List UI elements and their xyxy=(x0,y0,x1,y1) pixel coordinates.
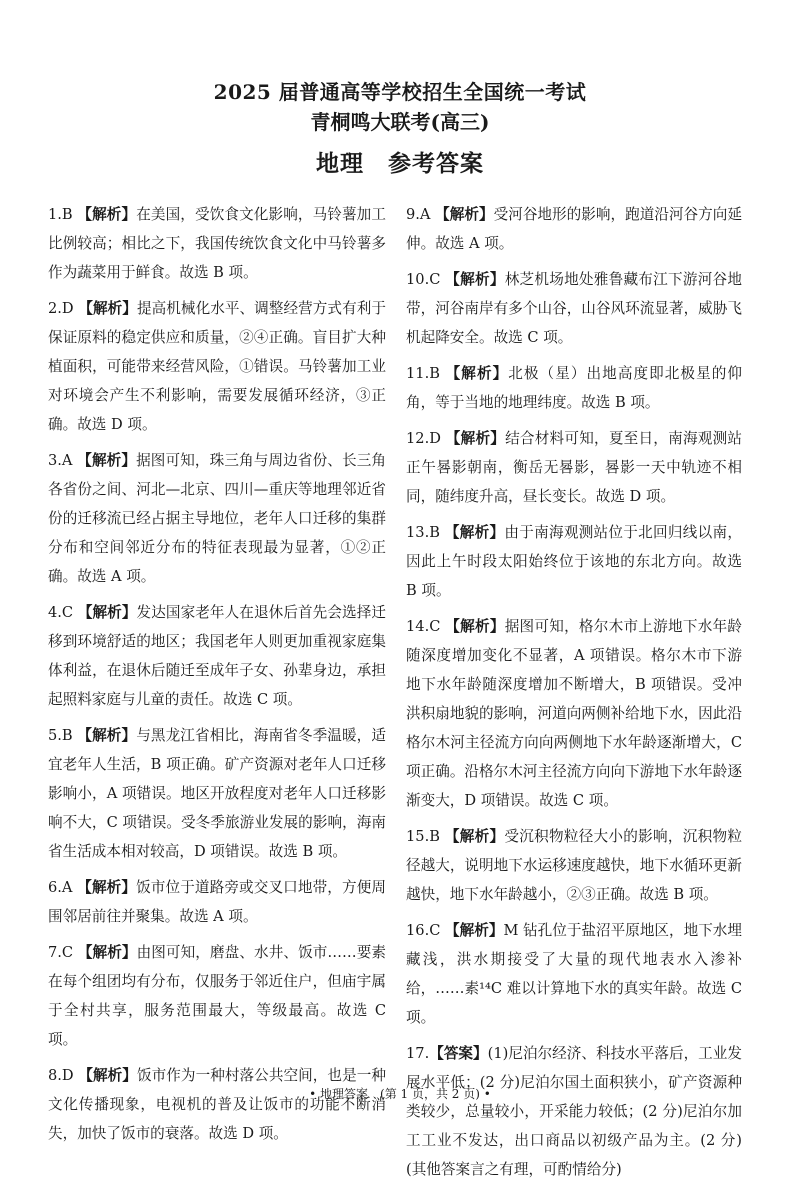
answer-item xyxy=(48,1061,386,1148)
question-number: 7.C xyxy=(48,944,74,961)
question-number: 17. xyxy=(406,1045,430,1062)
question-number: 5.B xyxy=(48,727,73,744)
answer-text: 据图可知，珠三角与周边省份、长三角各省份之间、河北—北京、四川—重庆等地理邻近省份的迁移流已经占据主导地位，老年人口迁移的集群分布和空间邻近分布的特征表现最为显著，①②正确。故选 A 项。 xyxy=(48,452,386,585)
answer-text: 结合材料可知，夏至日，南海观测站正午晷影朝南，衡岳无晷影，晷影一天中轨迹不相同，随纬度升高，昼长变长。故选 D 项。 xyxy=(406,430,742,505)
exam-title: 2025 届普通高等学校招生全国统一考试 xyxy=(213,80,587,104)
answer-item xyxy=(48,873,386,931)
page-footer: • 地理答案 (第 1 页，共 2 页) • xyxy=(309,1087,491,1101)
answer-text: 由图可知，磨盘、水井、饭市……要素在每个组团均有分布，仅服务于邻近住户，但庙宇属于全村共享，服务范围最大，等级最高。故选 C 项。 xyxy=(48,944,386,1048)
analysis-tag: 【解析】 xyxy=(445,922,504,939)
answer-tag: 【答案】 xyxy=(429,1045,488,1062)
analysis-tag: 【解析】 xyxy=(78,1067,137,1084)
analysis-tag: 【解析】 xyxy=(77,727,137,744)
analysis-tag: 【解析】 xyxy=(445,618,505,635)
answer-item xyxy=(48,294,386,439)
question-number: 14.C xyxy=(406,618,441,635)
answer-item xyxy=(406,1039,742,1184)
answer-text: (1)尼泊尔经济、科技水平落后，工业发展水平低；(2 分)尼泊尔国土面积狭小，矿产资源种类较少，总量较小，开采能力较低；(2 分)尼泊尔加工工业不发达，出口商品以初级产品为主。(2 分)(其他答案言之有理，可酌情给分) xyxy=(406,1045,742,1178)
answer-item xyxy=(48,200,386,287)
answer-item xyxy=(48,938,386,1054)
answer-text: 由于南海观测站位于北回归线以南，因此上午时段太阳始终位于该地的东北方向。故选 B 项。 xyxy=(406,524,742,599)
answer-text: 林芝机场地处雅鲁藏布江下游河谷地带，河谷南岸有多个山谷，山谷风环流显著，威胁飞机起降安全。故选 C 项。 xyxy=(406,271,742,346)
analysis-tag: 【解析】 xyxy=(77,604,137,621)
answer-item xyxy=(406,359,742,417)
answer-item xyxy=(406,424,742,511)
analysis-tag: 【解析】 xyxy=(435,206,494,223)
analysis-tag: 【解析】 xyxy=(444,828,505,845)
answer-text: 受沉积物粒径大小的影响，沉积物粒径越大，说明地下水运移速度越快，地下水循环更新越快，地下水年龄越小，②③正确。故选 B 项。 xyxy=(406,828,742,903)
answer-text: 受河谷地形的影响，跑道沿河谷方向延伸。故选 A 项。 xyxy=(406,206,742,252)
question-number: 8.D xyxy=(48,1067,74,1084)
answer-item xyxy=(48,598,386,714)
answer-text: 饭市位于道路旁或交叉口地带，方便周围邻居前往并聚集。故选 A 项。 xyxy=(48,879,386,925)
question-number: 4.C xyxy=(48,604,74,621)
answer-text: M 钻孔位于盐沼平原地区，地下水埋藏浅，洪水期接受了大量的现代地表水入渗补给，……素¹⁴C 难以计算地下水的真实年龄。故选 C 项。 xyxy=(406,922,743,1026)
question-number: 9.A xyxy=(406,206,431,223)
analysis-tag: 【解析】 xyxy=(444,524,505,541)
analysis-tag: 【解析】 xyxy=(77,944,137,961)
answer-text: 与黑龙江省相比，海南省冬季温暖，适宜老年人生活，B 项正确。矿产资源对老年人口迁移影响小，A 项错误。地区开放程度对老年人口迁移影响不大，C 项错误。受冬季旅游业发展的影响，海南省生活成本相对较高，D 项错误。故选 B 项。 xyxy=(48,727,386,860)
question-number: 11.B xyxy=(406,365,440,382)
answer-item xyxy=(406,612,742,815)
answer-text: 发达国家老年人在退休后首先会选择迁移到环境舒适的地区；我国老年人则更加重视家庭集体利益，在退休后随迁至成年子女、孙辈身边，承担起照料家庭与儿童的责任。故选 C 项。 xyxy=(48,604,386,708)
analysis-tag: 【解析】 xyxy=(77,879,137,896)
analysis-tag: 【解析】 xyxy=(445,365,509,382)
answer-text: 在美国，受饮食文化影响，马铃薯加工比例较高；相比之下，我国传统饮食文化中马铃薯多作为蔬菜用于鲜食。故选 B 项。 xyxy=(48,206,386,281)
answer-text: 北极（星）出地高度即北极星的仰角，等于当地的地理纬度。故选 B 项。 xyxy=(406,365,742,411)
answer-item xyxy=(406,822,742,909)
answer-item xyxy=(48,721,386,866)
answer-item xyxy=(406,200,742,258)
answer-text: 饭市作为一种村落公共空间，也是一种文化传播现象，电视机的普及让饭市的功能不断消失，加快了饭市的衰落。故选 D 项。 xyxy=(48,1067,386,1142)
answer-item xyxy=(48,446,386,591)
question-number: 12.D xyxy=(406,430,441,447)
answer-text: 提高机械化水平、调整经营方式有利于保证原料的稳定供应和质量，②④正确。盲目扩大种植面积，可能带来经营风险，①错误。马铃薯加工业对环境会产生不利影响，需要发展循环经济，③正确。故选 D 项。 xyxy=(48,300,386,433)
answer-text: 据图可知，格尔木市上游地下水年龄随深度增加变化不显著，A 项错误。格尔木市下游地下水年龄随深度增加不断增大，B 项错误。受冲洪积扇地貌的影响，河道向两侧补给地下水，因此沿格尔木河主径流方向向两侧地下水年龄逐渐增大，C 项正确。沿格尔木河主径流方向向下游地下水年龄逐渐变大，D 项错误。故选 C 项。 xyxy=(406,618,742,809)
analysis-tag: 【解析】 xyxy=(445,430,506,447)
question-number: 3.A xyxy=(48,452,73,469)
answers-right-column xyxy=(406,200,742,1191)
question-number: 16.C xyxy=(406,922,441,939)
question-number: 6.A xyxy=(48,879,73,896)
question-number: 2.D xyxy=(48,300,74,317)
question-number: 15.B xyxy=(406,828,440,845)
analysis-tag: 【解析】 xyxy=(77,206,137,223)
analysis-tag: 【解析】 xyxy=(77,452,137,469)
answer-item xyxy=(406,265,742,352)
answers-left-column xyxy=(48,200,386,1155)
question-number: 13.B xyxy=(406,524,440,541)
answer-item xyxy=(406,518,742,605)
analysis-tag: 【解析】 xyxy=(445,271,505,288)
analysis-tag: 【解析】 xyxy=(78,300,137,317)
exam-subtitle: 青桐鸣大联考(高三) xyxy=(310,110,490,134)
question-number: 1.B xyxy=(48,206,73,223)
answer-item xyxy=(406,916,742,1032)
question-number: 10.C xyxy=(406,271,441,288)
doc-title: 地理 参考答案 xyxy=(316,150,484,177)
